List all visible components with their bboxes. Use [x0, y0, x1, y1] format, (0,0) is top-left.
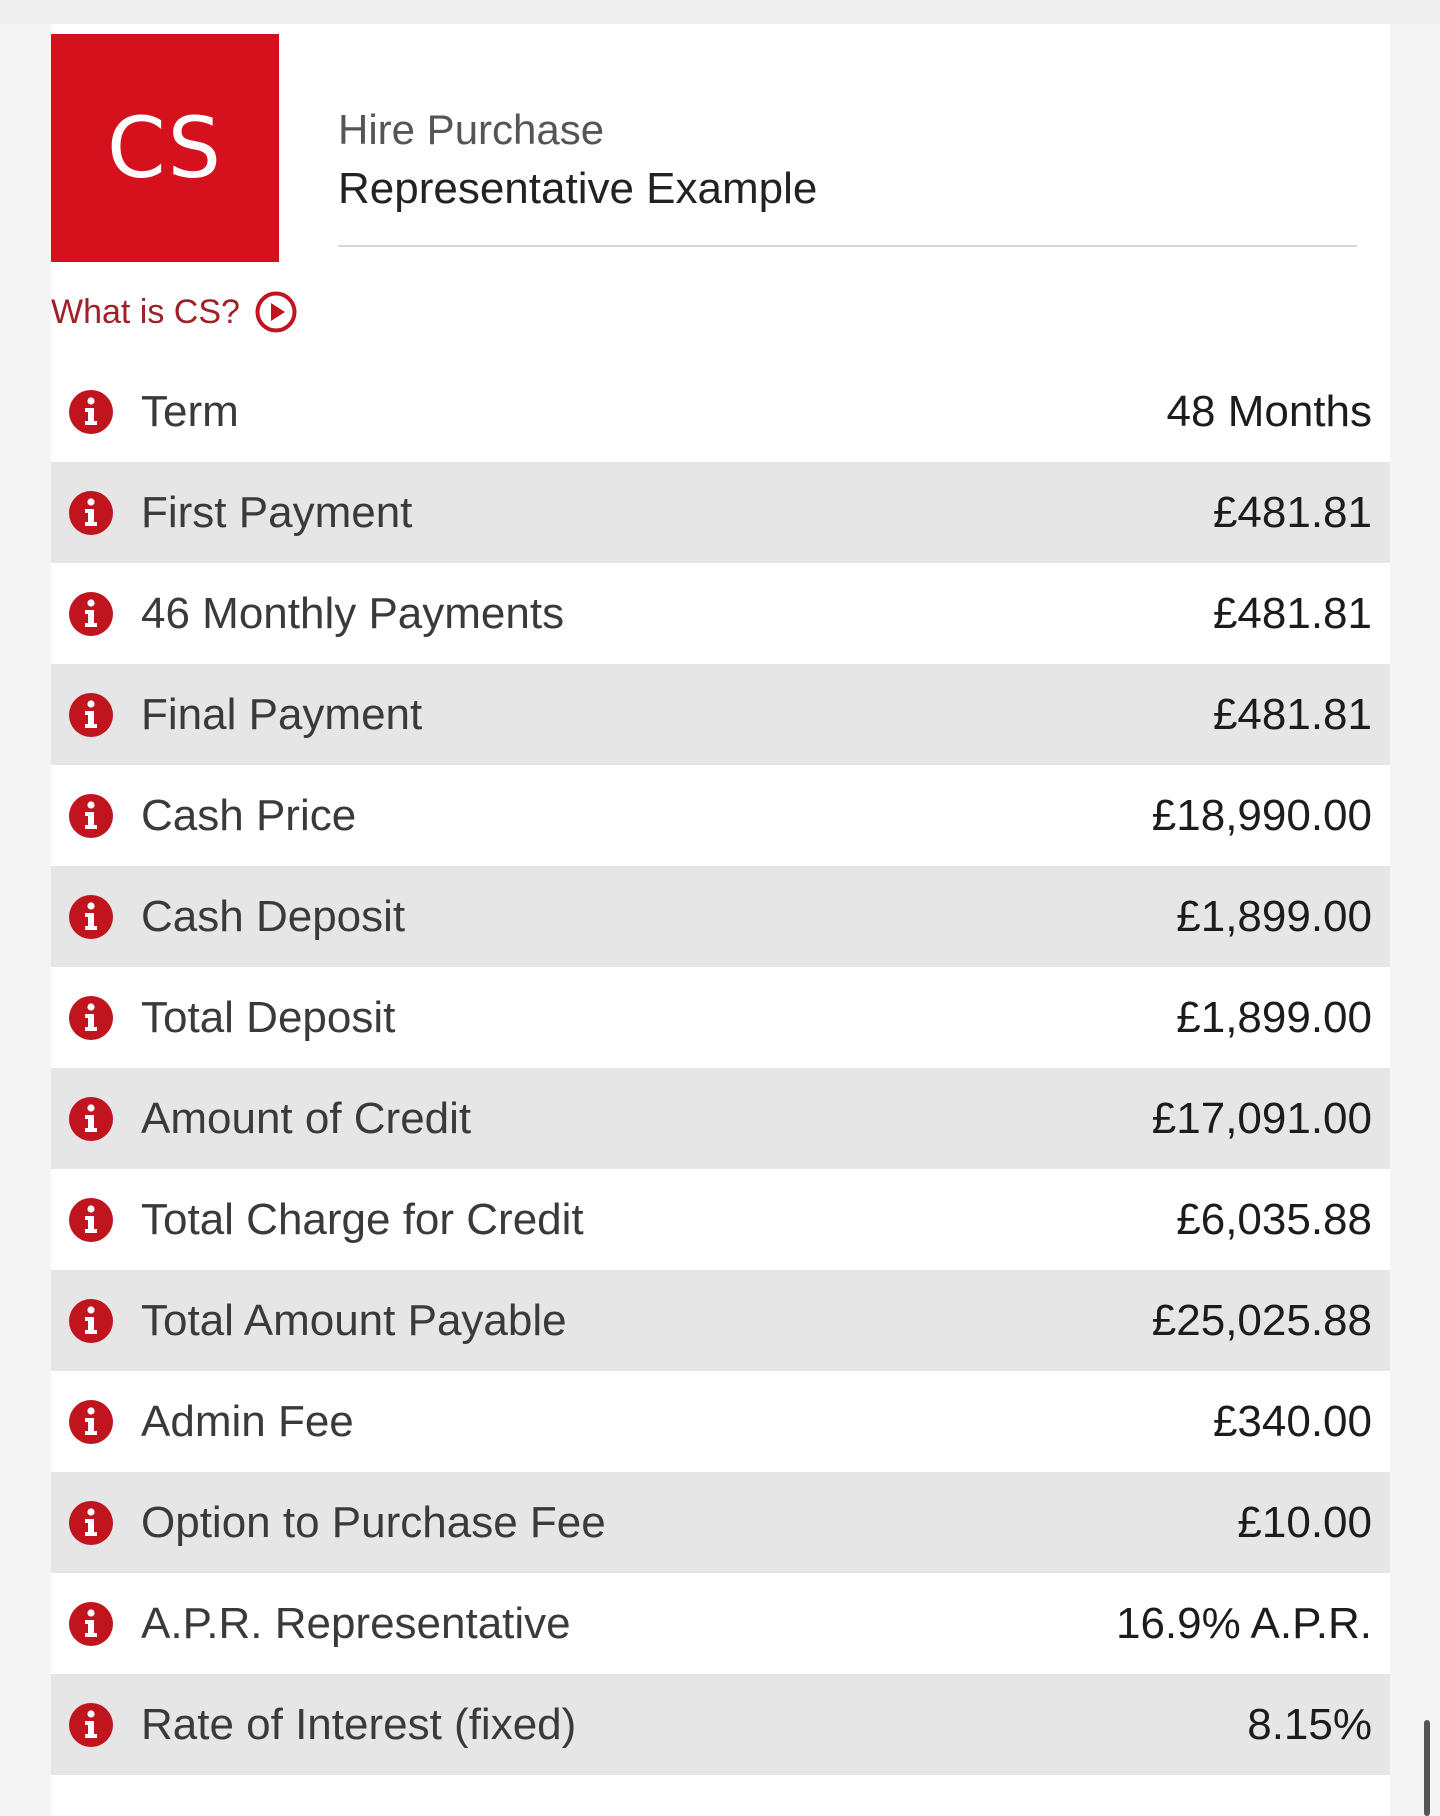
finance-card [51, 24, 1390, 1816]
info-icon[interactable] [67, 792, 115, 840]
info-icon[interactable] [67, 1499, 115, 1547]
info-icon[interactable] [67, 590, 115, 638]
row-label: Rate of Interest (fixed) [141, 1699, 577, 1749]
info-icon[interactable] [67, 1196, 115, 1244]
row-label: Option to Purchase Fee [141, 1497, 606, 1547]
info-icon[interactable] [67, 893, 115, 941]
row-label: Admin Fee [141, 1396, 354, 1446]
row-label: Total Amount Payable [141, 1295, 567, 1345]
finance-row [51, 1371, 1390, 1472]
row-label: Term [141, 386, 239, 436]
cs-logo [51, 34, 279, 262]
row-value: £17,091.00 [1151, 1093, 1372, 1143]
row-value: 16.9% A.P.R. [1115, 1598, 1372, 1648]
finance-row [51, 1573, 1390, 1674]
what-is-cs-link[interactable] [51, 286, 298, 338]
play-circle-icon[interactable] [254, 290, 298, 334]
row-value: £25,025.88 [1151, 1295, 1372, 1345]
row-value: 8.15% [1247, 1699, 1372, 1749]
finance-row [51, 1674, 1390, 1775]
finance-type: Hire Purchase [338, 106, 605, 153]
what-is-cs-label: What is CS? [51, 292, 240, 331]
info-icon[interactable] [67, 691, 115, 739]
top-strip [0, 0, 1440, 24]
info-icon[interactable] [67, 1600, 115, 1648]
finance-row [51, 462, 1390, 563]
finance-row [51, 1270, 1390, 1371]
info-icon[interactable] [67, 1398, 115, 1446]
info-icon[interactable] [67, 1701, 115, 1749]
row-value: £340.00 [1212, 1396, 1372, 1446]
finance-row [51, 765, 1390, 866]
row-value: £1,899.00 [1176, 891, 1372, 941]
row-label: Final Payment [141, 689, 423, 739]
row-label: A.P.R. Representative [141, 1598, 571, 1648]
finance-row [51, 1472, 1390, 1573]
row-value: £1,899.00 [1176, 992, 1372, 1042]
row-label: Amount of Credit [141, 1093, 472, 1143]
header-divider [338, 245, 1357, 247]
row-label: First Payment [141, 487, 413, 537]
row-label: Total Charge for Credit [141, 1194, 584, 1244]
page-title: Representative Example [338, 164, 818, 213]
finance-row [51, 866, 1390, 967]
finance-table [51, 361, 1390, 1775]
row-value: £481.81 [1212, 487, 1372, 537]
row-value: 48 Months [1166, 386, 1372, 436]
logo-text: CS [107, 99, 223, 197]
row-value: £18,990.00 [1151, 790, 1372, 840]
finance-row [51, 1068, 1390, 1169]
row-label: Cash Deposit [141, 891, 406, 941]
row-value: £10.00 [1237, 1497, 1372, 1547]
info-icon[interactable] [67, 489, 115, 537]
row-value: £6,035.88 [1176, 1194, 1372, 1244]
row-label: 46 Monthly Payments [141, 588, 565, 638]
finance-row [51, 361, 1390, 462]
finance-row [51, 967, 1390, 1068]
info-icon[interactable] [67, 994, 115, 1042]
finance-row [51, 563, 1390, 664]
row-value: £481.81 [1212, 689, 1372, 739]
row-value: £481.81 [1212, 588, 1372, 638]
info-icon[interactable] [67, 1297, 115, 1345]
info-icon[interactable] [67, 1095, 115, 1143]
finance-header [338, 102, 1357, 220]
info-icon[interactable] [67, 388, 115, 436]
scrollbar[interactable] [1424, 1720, 1430, 1816]
finance-row [51, 664, 1390, 765]
row-label: Cash Price [141, 790, 357, 840]
row-label: Total Deposit [141, 992, 396, 1042]
finance-row [51, 1169, 1390, 1270]
